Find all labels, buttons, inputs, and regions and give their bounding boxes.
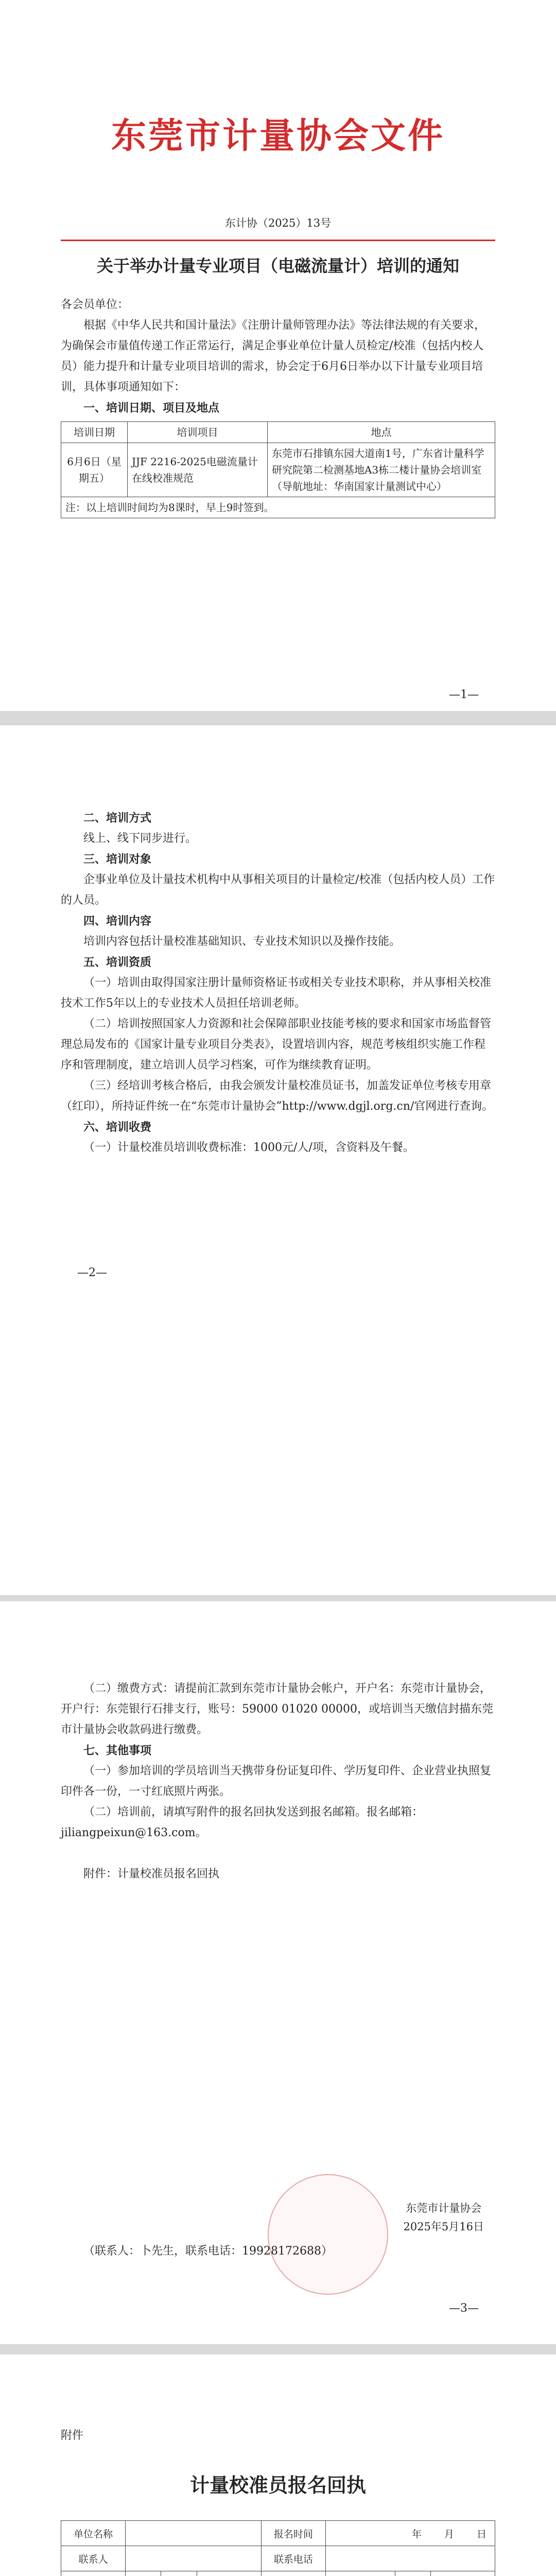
section-5-item-3: （三）经培训考核合格后，由我会颁发计量校准员证书，加盖发证单位考核专用章（红印），所持证件统一在“东莞市计量协会”http://www.dgjl.org.cn/官网进行查询。 bbox=[61, 1079, 494, 1113]
table-header-row bbox=[61, 422, 495, 443]
document-header-title: 东莞市计量协会文件 bbox=[111, 116, 445, 157]
page-number: —2— bbox=[77, 1266, 107, 1279]
section-5-heading: 五、培训资质 bbox=[83, 956, 152, 969]
section-2-heading: 二、培训方式 bbox=[83, 811, 152, 825]
notice-title: 关于举办计量专业项目（电磁流量计）培训的通知 bbox=[96, 256, 459, 276]
section-7-item-2: （二）培训前，请填写附件的报名回执发送到报名邮箱。报名邮箱：jiliangpeixun@163.com。 bbox=[61, 1806, 424, 1839]
section-4-heading: 四、培训内容 bbox=[83, 914, 152, 928]
section-6-item-1: （一）计量校准员培训收费标准：1000元/人/项，含资料及午餐。 bbox=[83, 1141, 414, 1154]
col-name bbox=[126, 2571, 161, 2576]
form-row-contact bbox=[61, 2546, 495, 2571]
registration-form-table bbox=[61, 2520, 495, 2576]
page-1 bbox=[0, 0, 556, 711]
form-header-row bbox=[61, 2571, 495, 2576]
attachment-note: 附件：计量校准员报名回执 bbox=[83, 1868, 220, 1880]
col-training-item bbox=[430, 2571, 495, 2576]
label-unit-name: 单位名称 bbox=[61, 2521, 126, 2546]
unit-name-field[interactable] bbox=[126, 2521, 262, 2546]
page-2 bbox=[0, 725, 556, 1595]
header-date: 培训日期 bbox=[61, 422, 128, 443]
section-7-item-1: （一）参加培训的学员培训当天携带身份证复印件、学历复印件、企业营业执照复印件各一份，一寸红底照片两张。 bbox=[61, 1765, 492, 1798]
header-item: 培训项目 bbox=[128, 422, 268, 443]
col-seq bbox=[61, 2571, 126, 2576]
cell-item: JJF 2216-2025电磁流量计在线校准规范 bbox=[128, 443, 268, 497]
section-3-text: 企事业单位及计量技术机构中从事相关项目的计量检定/校准（包括内校人员）工作的人员。 bbox=[61, 873, 495, 907]
table-note-row bbox=[61, 497, 495, 518]
label-contact-phone: 联系电话 bbox=[261, 2546, 325, 2571]
form-row-unit bbox=[61, 2521, 495, 2546]
table-note: 注：以上培训时间均为8课时，早上9时签到。 bbox=[61, 497, 495, 518]
cell-date: 6月6日（星期五） bbox=[61, 443, 128, 497]
section-5-item-2: （二）培训按照国家人力资源和社会保障部职业技能考核的要求和国家市场监督管理总局发布的《国家计量专业项目分类表》，设置培训内容，规范考核组织实施工作程序和管理制度，建立培训人员学习档案，可作为继续教育证明。 bbox=[61, 1018, 492, 1072]
year-label: 年 bbox=[411, 2528, 422, 2540]
page-number: —1— bbox=[449, 688, 479, 701]
cell-location: 东莞市石排镇东园大道南1号，广东省计量科学研究院第二检测基地A3栋二楼计量协会培训室（导航地址：华南国家计量测试中心） bbox=[268, 443, 495, 497]
signature-block bbox=[403, 2199, 484, 2236]
col-gender bbox=[161, 2571, 197, 2576]
page-3 bbox=[0, 1601, 556, 2344]
header-location: 地点 bbox=[268, 422, 495, 443]
section-3-heading: 三、培训对象 bbox=[83, 853, 152, 866]
label-contact-person: 联系人 bbox=[61, 2546, 126, 2571]
section-7-heading: 七、其他事项 bbox=[83, 1744, 152, 1757]
sign-date: 2025年5月16日 bbox=[403, 2221, 484, 2233]
page-number: —3— bbox=[449, 2302, 479, 2315]
section-1-heading: 一、培训日期、项目及地点 bbox=[83, 401, 220, 415]
training-schedule-table bbox=[61, 421, 495, 518]
contact-info: （联系人：卜先生，联系电话：19928172688） bbox=[83, 2245, 333, 2258]
section-6-heading: 六、培训收费 bbox=[83, 1121, 152, 1134]
red-divider bbox=[61, 240, 495, 241]
section-2-text: 线上、线下同步进行。 bbox=[83, 832, 197, 845]
intro-paragraph: 根据《中华人民共和国计量法》《注册计量师管理办法》等法律法规的有关要求，为确保会市量值传递工作正常运行，满足企事业单位计量人员检定/校准（包括内校人员）能力提升和计量专业项目培训的需求，协会定于6月6日举办以下计量专业项目培训，具体事项通知如下： bbox=[61, 319, 486, 394]
day-label: 日 bbox=[476, 2528, 486, 2540]
sign-organization: 东莞市计量协会 bbox=[406, 2202, 482, 2214]
col-department bbox=[197, 2571, 261, 2576]
label-register-time: 报名时间 bbox=[261, 2521, 325, 2546]
page-4 bbox=[0, 2354, 556, 2576]
col-phone bbox=[395, 2571, 430, 2576]
document-number: 东计协（2025）13号 bbox=[224, 217, 332, 229]
contact-phone-field[interactable] bbox=[325, 2546, 495, 2571]
month-label: 月 bbox=[444, 2528, 454, 2540]
contact-person-field[interactable] bbox=[126, 2546, 262, 2571]
section-5-item-1: （一）培训由取得国家注册计量师资格证书或相关专业技术职称，并从事相关校准技术工作5年以上的专业技术人员担任培训老师。 bbox=[61, 976, 492, 1010]
table-row bbox=[61, 443, 495, 497]
association-seal bbox=[268, 2174, 388, 2295]
attachment-title: 计量校准员报名回执 bbox=[189, 2474, 366, 2497]
salutation: 各会员单位： bbox=[61, 298, 129, 311]
col-mobile bbox=[261, 2571, 325, 2576]
attachment-label: 附件 bbox=[61, 2429, 84, 2442]
payment-method-text: （二）缴费方式：请提前汇款到东莞市计量协会帐户，开户名：东莞市计量协会，开户行：东莞银行石排支行，账号：59000 01020 00000，或培训当天缴信封描东莞市计量协会收款码进行缴费。 bbox=[61, 1682, 493, 1736]
register-time-field[interactable] bbox=[325, 2521, 495, 2546]
col-title bbox=[325, 2571, 395, 2576]
section-4-text: 培训内容包括计量校准基础知识、专业技术知识以及操作技能。 bbox=[83, 935, 401, 948]
